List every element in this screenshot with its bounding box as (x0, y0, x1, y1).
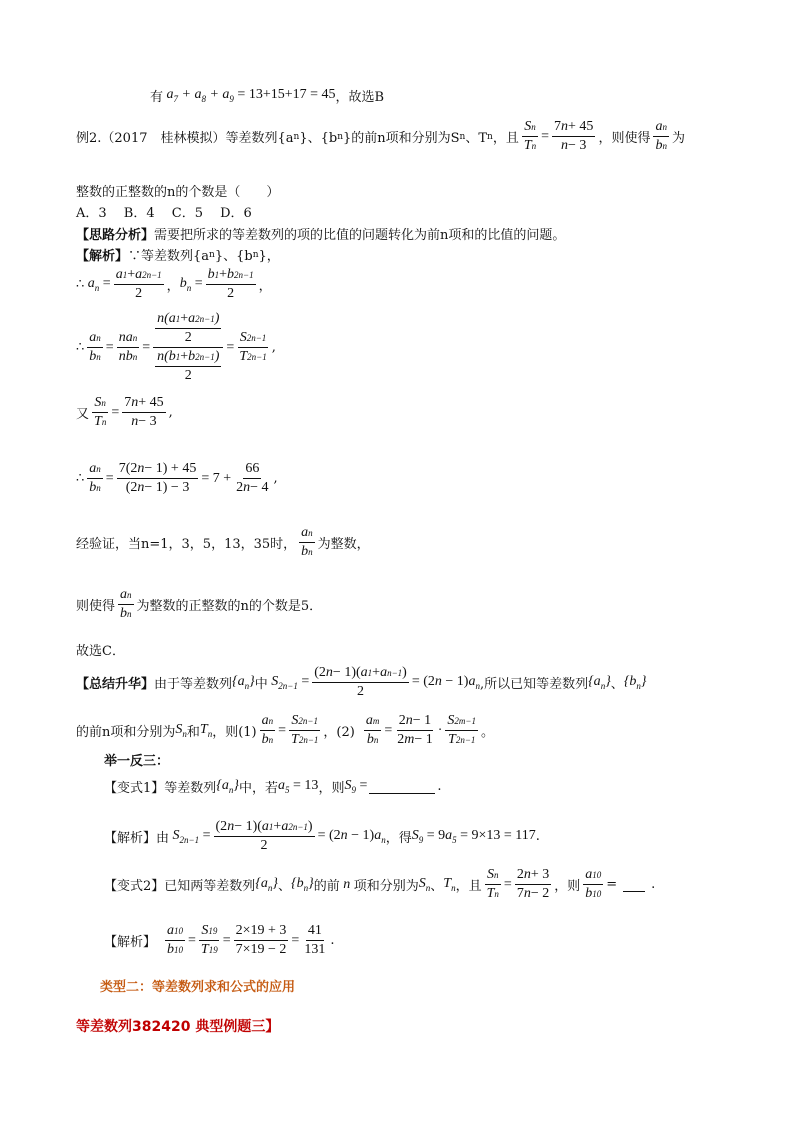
solution-2-line: 【解析】 a 10 b 10 = S 19 T 19 = $\frac{2\times 19 + 3}{7\times 19 - 2}$ = $\frac{41}{131}$ . (104, 923, 335, 957)
summary-line-2: 的前n项和分别为 $S_n$ 和 $T_n$ ，则(1) a n b n = S 2n−1 T 2n−1 ，(2) a m b n = 2 n − 1 2 m − 1 · S 2m−1 T 2n−1 。 (76, 713, 495, 747)
variant-1-line: 【变式1】 等差数列 $\{a_n\}$ 中，若 $a_5 = 13$ ，则 $S_9$ = . (104, 778, 442, 796)
example-2-options: A．3 B．4 C．5 D．6 (76, 206, 252, 221)
conclusion-line: 则使得 a n b n 为整数的正整数的n的个数是5． (76, 587, 323, 621)
formula-sum-a7-a9: $a_7 + a_8 + a_9 = 13+15+17 = 45$ (163, 87, 336, 104)
example-2-line: 例2.（2017 桂林模拟）等差数列{a n }、{b n }的前n项和分别为S n 、T n ，且 S n T n = 7 n + 45 n − 3 ，则使得 a n b n 为 (76, 119, 685, 153)
example-2-line-2: 整数的正整数的n的个数是（ ） (76, 185, 280, 200)
answer-blank-2 (623, 877, 645, 892)
answer-blank (369, 779, 435, 794)
analysis-line: 【思路分析】 需要把所求的等差数列的项的比值的问题转化为前n项和的比值的问题。 (76, 228, 566, 243)
verify-line: 经验证，当n=1，3，5，13，35时， a n b n 为整数， (76, 525, 370, 559)
formula-ratio-derivation: ∴ a n b n = na n nb n = n(a 1 + a 2n−1 ) 2 n(b 1 + b 2n−1 ) 2 = S 2n−1 T 2n−1 , (76, 311, 276, 383)
summary-line: 【总结升华】 由于等差数列 $\{a_n\}$ 中 $S_{2n-1}$ = (2 n − 1)( a 1 + a n−1 ) 2 = $(2n - 1)a_n$ ,所以已知等差数列 $\{a_n\}$ 、 $\{b_n\}$ (76, 665, 647, 699)
formula-also-sn-tn: 又 S n T n = 7 n + 45 n − 3 , (76, 395, 173, 429)
fraction-an-over-bn: a n b n (655, 119, 667, 153)
practice-title: 举一反三： (104, 754, 170, 769)
line-previous-answer: 有 $a_7 + a_8 + a_9 = 13+15+17 = 45$ ，故选B (150, 87, 385, 105)
solution-line: 【解析】 ∵等差数列{a n }、{b n }， (76, 249, 280, 264)
type-2-heading: 类型二：等差数列求和公式的应用 (100, 980, 296, 995)
fraction-sn-over-tn: S n T n (523, 119, 537, 153)
variant-2-line: 【变式2】 已知两等差数列 $\{a_n\}$ 、 $\{b_n\}$ 的前 n 项和分别为 $S_n$ 、 $T_n$ ，且 S n T n = 2 n + 3 7 n − 2 ，则 a 10 b 10 = . (104, 867, 656, 901)
bottom-heading: 等差数列382420 典型例题三】 (76, 1019, 280, 1035)
fraction-7n45-over-n3: 7 n + 45 n − 3 (554, 119, 594, 153)
formula-ratio-result: ∴ a n b n = 7(2 n − 1) + 45 (2 n − 1) − 3 = 7 + 66 2 n − 4 , (76, 461, 278, 495)
answer-line: 故选C． (76, 644, 125, 659)
formula-an-bn-mean: ∴ $a_n$ = a 1 + a 2n−1 2 ， $b_n$ = b 1 + b 2n−1 2 ， (76, 267, 272, 301)
solution-1-line: 【解析】 由 $S_{2n-1}$ = (2 n − 1)( a 1 + a 2n−1 ) 2 = $(2n - 1)a_n$ ，得 $S_9 = 9a_5 = 9\times 13 = 117$ . (104, 819, 540, 853)
